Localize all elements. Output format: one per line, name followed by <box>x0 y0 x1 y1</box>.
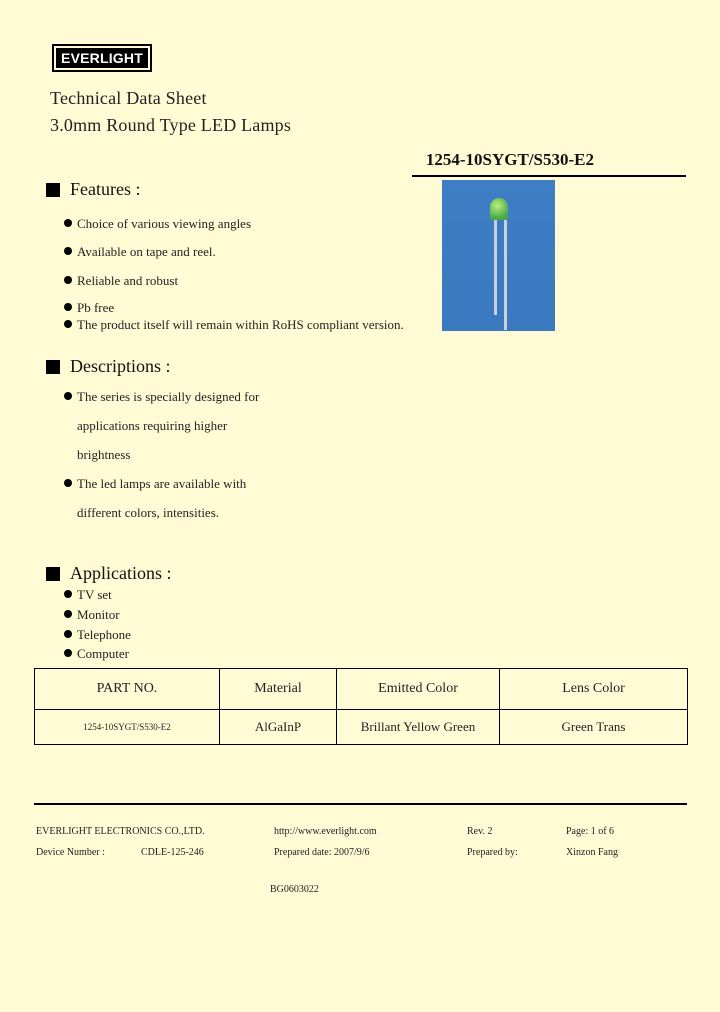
bullet-dot-icon <box>64 479 72 487</box>
header-material: Material <box>220 669 337 710</box>
header-divider <box>412 175 686 177</box>
table-header-row <box>35 669 688 710</box>
bullet-dot-icon <box>64 630 72 638</box>
description-line: The led lamps are available with <box>64 476 246 492</box>
prepared-by: Xinzon Fang <box>566 847 618 858</box>
header-lens-color: Lens Color <box>500 669 688 710</box>
cell-emitted-color: Brillant Yellow Green <box>337 710 500 745</box>
applications-bullet-square <box>46 567 60 581</box>
table-row <box>35 710 688 745</box>
device-number-label: Device Number : <box>36 847 105 858</box>
description-line: applications requiring higher <box>77 418 228 433</box>
feature-item: Available on tape and reel. <box>64 244 216 260</box>
footer-divider <box>34 803 687 805</box>
application-item: Monitor <box>64 607 120 623</box>
document-code: BG0603022 <box>270 884 319 895</box>
bullet-dot-icon <box>64 320 72 328</box>
cell-part-no: 1254-10SYGT/S530-E2 <box>35 710 220 745</box>
description-line: different colors, intensities. <box>77 505 220 520</box>
cell-lens-color: Green Trans <box>500 710 688 745</box>
header-emitted-color: Emitted Color <box>337 669 500 710</box>
led-lead-wire <box>494 220 497 315</box>
led-lamp-icon <box>490 198 508 220</box>
bullet-dot-icon <box>64 392 72 400</box>
everlight-logo <box>52 44 152 72</box>
document-subtitle: 3.0mm Round Type LED Lamps <box>50 115 292 135</box>
feature-item: The product itself will remain within RoHS compliant version. <box>64 317 404 333</box>
led-lead-wire <box>504 220 507 330</box>
descriptions-title: Descriptions : <box>70 356 171 376</box>
bullet-dot-icon <box>64 219 72 227</box>
bullet-dot-icon <box>64 303 72 311</box>
revision: Rev. 2 <box>467 826 493 837</box>
application-item: Telephone <box>64 627 131 643</box>
prepared-by-label: Prepared by: <box>467 847 518 858</box>
bullet-dot-icon <box>64 649 72 657</box>
application-item: Computer <box>64 646 129 662</box>
application-item: TV set <box>64 587 112 603</box>
feature-item: Reliable and robust <box>64 273 178 289</box>
prepared-date: Prepared date: 2007/9/6 <box>274 847 370 858</box>
features-title: Features : <box>70 179 141 199</box>
features-bullet-square <box>46 183 60 197</box>
bullet-dot-icon <box>64 276 72 284</box>
applications-title: Applications : <box>70 563 172 583</box>
logo-text: EVERLIGHT <box>56 48 148 68</box>
company-url[interactable]: http://www.everlight.com <box>274 826 377 837</box>
bullet-dot-icon <box>64 590 72 598</box>
company-name: EVERLIGHT ELECTRONICS CO.,LTD. <box>36 826 205 837</box>
feature-item: Choice of various viewing angles <box>64 216 251 232</box>
descriptions-bullet-square <box>46 360 60 374</box>
document-title: Technical Data Sheet <box>50 88 207 108</box>
header-part-no: PART NO. <box>35 669 220 710</box>
part-number-header: 1254-10SYGT/S530-E2 <box>425 150 594 169</box>
page-number: Page: 1 of 6 <box>566 826 615 837</box>
bullet-dot-icon <box>64 247 72 255</box>
device-number: CDLE-125-246 <box>141 847 204 858</box>
bullet-dot-icon <box>64 610 72 618</box>
description-line: brightness <box>77 447 131 462</box>
feature-item: Pb free <box>64 300 114 316</box>
led-product-photo <box>442 180 555 331</box>
part-info-table <box>34 668 688 745</box>
cell-material: AlGaInP <box>220 710 337 745</box>
description-line: The series is specially designed for <box>64 389 259 405</box>
